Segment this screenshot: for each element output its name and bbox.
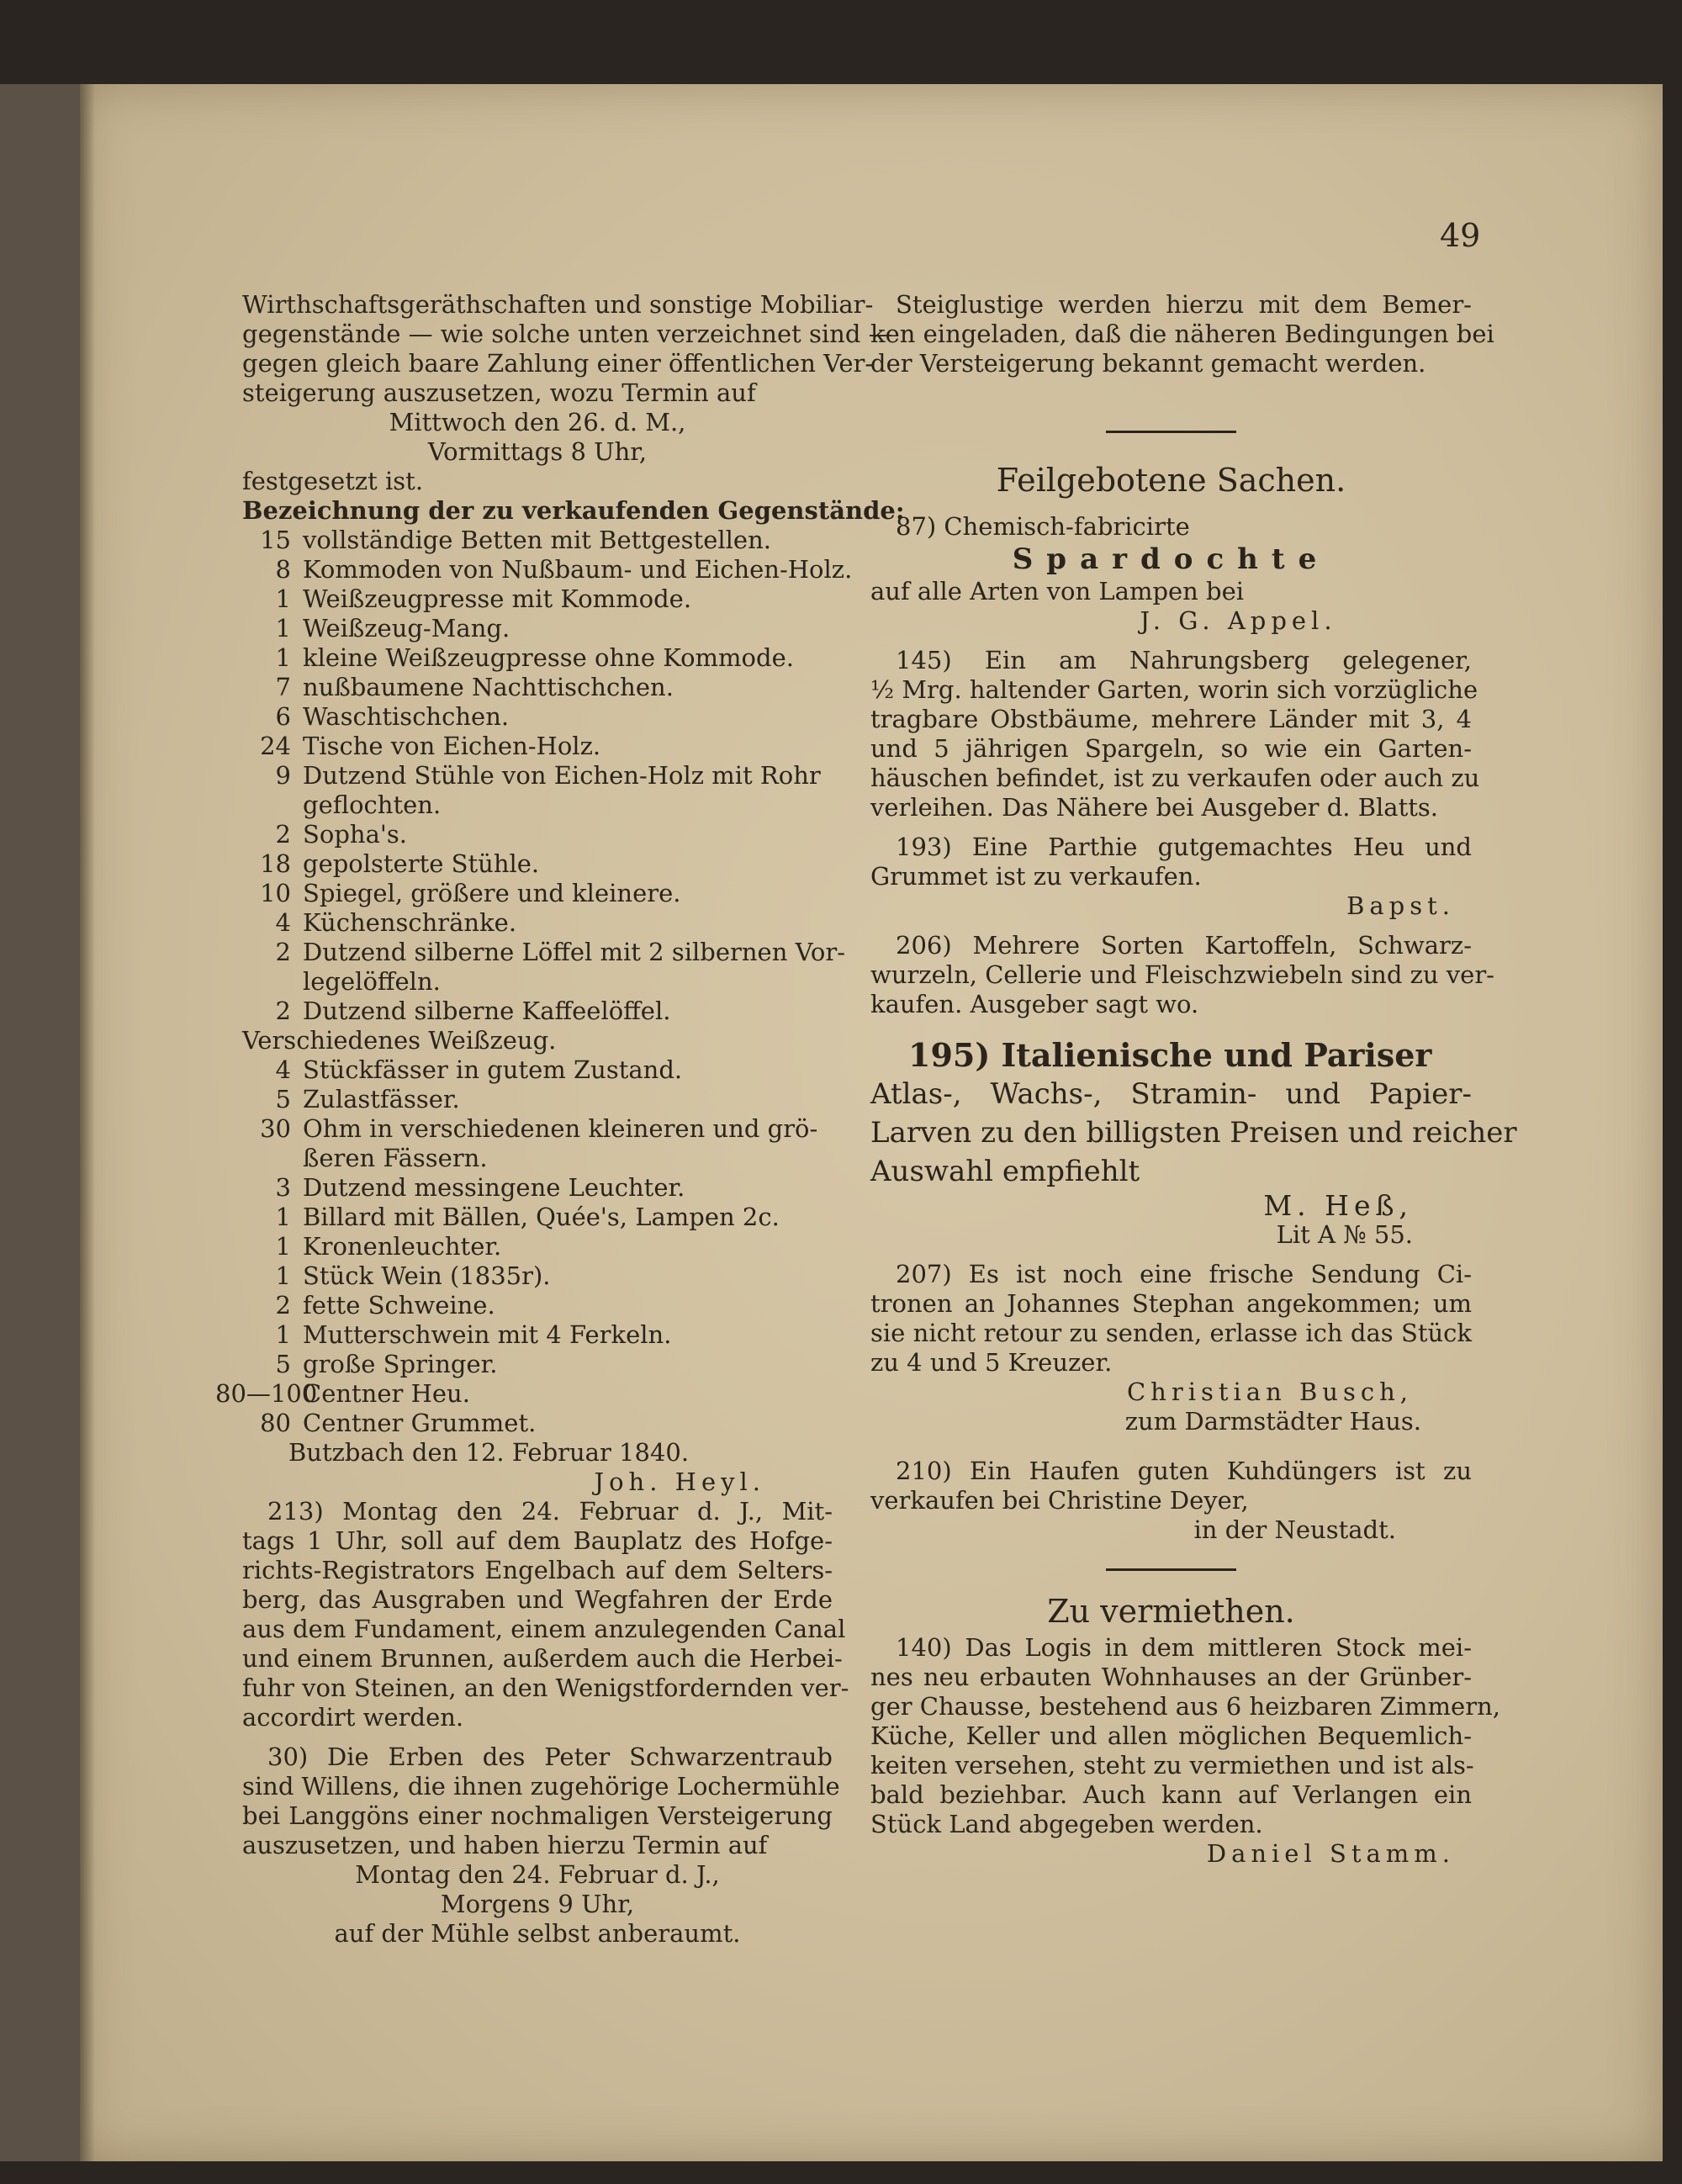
notice-210 (870, 1457, 1472, 1515)
text-line: sie nicht retour zu senden, erlasse ich das Stück (870, 1319, 1472, 1347)
item-text: Verschiedenes Weißzeug. (242, 1026, 557, 1055)
item-quantity: 5 (275, 1350, 291, 1378)
list-item (242, 761, 833, 791)
text-line: berg, das Ausgraben und Wegfahren der Erde (242, 1585, 833, 1614)
item-text: Weißzeug-Mang. (303, 614, 510, 643)
item-list (215, 526, 853, 1438)
text-line: ken eingeladen, daß die näheren Bedingungen bei (870, 320, 1494, 348)
list-item (242, 849, 833, 879)
text-line: 206) Mehrere Sorten Kartoffeln, Schwarz- (896, 931, 1472, 960)
text-line: Atlas-, Wachs-, Stramin- und Papier- (870, 1077, 1472, 1111)
text-line: 207) Es ist noch eine frische Sendung Ci- (896, 1260, 1472, 1288)
item-quantity: 1 (275, 1320, 291, 1349)
text-line: ½ Mrg. haltender Garten, worin sich vorzügliche (870, 675, 1478, 704)
item-text: Dutzend silberne Löffel mit 2 silbernen Vor- (303, 938, 846, 966)
right-column (870, 290, 1517, 1869)
items-heading: Bezeichnung der zu verkaufenden Gegenstände: (242, 496, 905, 525)
list-item (242, 1085, 833, 1114)
item-text: gepolsterte Stühle. (303, 849, 540, 878)
item-text: Waschtischchen. (303, 702, 510, 731)
notice-30-time: Morgens 9 Uhr, (440, 1890, 635, 1918)
notice-87-product: Spardochte (1012, 542, 1330, 576)
text-line: kaufen. Ausgeber sagt wo. (870, 990, 1199, 1018)
item-quantity (242, 791, 303, 820)
text-line: verkaufen bei Christine Deyer, (870, 1486, 1249, 1515)
list-item (242, 1144, 833, 1173)
item-quantity: 80—100 (215, 1379, 318, 1408)
item-quantity: 30 (260, 1114, 291, 1143)
item-quantity: 7 (275, 673, 291, 701)
item-text: nußbaumene Nachttischchen. (303, 673, 674, 701)
notice-207 (870, 1260, 1472, 1378)
text-line: Auswahl empfiehlt (870, 1155, 1140, 1188)
item-quantity: 4 (275, 908, 291, 937)
item-quantity: 1 (275, 1232, 291, 1261)
notice-140 (870, 1633, 1500, 1839)
item-text: Billard mit Bällen, Quée's, Lampen 2c. (303, 1203, 780, 1231)
facing-page-edge (0, 84, 80, 2161)
text-line: und einem Brunnen, außerdem auch die Herbei- (242, 1644, 843, 1673)
list-item (242, 1409, 833, 1438)
auction-intro (242, 290, 893, 408)
item-quantity: 1 (275, 1203, 291, 1231)
notice-87-text: auf alle Arten von Lampen bei (870, 577, 1245, 605)
text-line: 30) Die Erben des Peter Schwarzentraub (267, 1742, 833, 1771)
text-line: häuschen befindet, ist zu verkaufen oder auch zu (870, 764, 1480, 792)
list-item (242, 997, 833, 1026)
text-line: auszusetzen, und haben hierzu Termin auf (242, 1831, 768, 1859)
notice-193 (870, 833, 1472, 891)
notice-140-signature: Daniel Stamm. (1206, 1839, 1455, 1868)
item-quantity: 2 (275, 1291, 291, 1319)
text-line: Steiglustige werden hierzu mit dem Bemer- (896, 290, 1472, 319)
item-quantity: 9 (275, 761, 291, 790)
item-text: Centner Grummet. (303, 1409, 537, 1437)
list-item (242, 879, 833, 908)
text-line: 140) Das Logis in dem mittleren Stock mei- (896, 1633, 1472, 1662)
item-text: vollständige Betten mit Bettgestellen. (303, 526, 771, 554)
notice-207-signature: Christian Busch, (1126, 1378, 1413, 1406)
item-text: Kronenleuchter. (303, 1232, 502, 1261)
item-text: fette Schweine. (303, 1291, 495, 1319)
notice-195-signature: M. Heß, (1263, 1189, 1413, 1222)
list-item (215, 1379, 833, 1409)
list-item (242, 938, 846, 967)
notice-195-address: Lit A № 55. (1276, 1220, 1413, 1249)
item-quantity: 1 (275, 1261, 291, 1290)
item-quantity: 2 (275, 820, 291, 849)
section-heading-feil: Feilgebotene Sachen. (996, 462, 1346, 499)
text-line: Larven zu den billigsten Preisen und reicher (870, 1116, 1517, 1150)
list-item (242, 643, 833, 673)
item-quantity: 80 (260, 1409, 291, 1437)
left-column (215, 290, 905, 1949)
text-line: tronen an Johannes Stephan angekommen; um (870, 1289, 1472, 1318)
place-date: Butzbach den 12. Februar 1840. (288, 1438, 690, 1467)
list-item (242, 1203, 833, 1232)
text-line: verleihen. Das Nähere bei Ausgeber d. Blatts. (870, 793, 1439, 822)
auction-date: Mittwoch den 26. d. M., (389, 408, 686, 436)
list-item (242, 1055, 833, 1085)
text-line: nes neu erbauten Wohnhauses an der Grünber- (870, 1663, 1472, 1691)
list-item (242, 1291, 833, 1320)
auction-signature: Joh. Heyl. (594, 1467, 765, 1496)
text-line: steigerung auszusetzen, wozu Termin auf (242, 378, 756, 407)
item-text: Stückfässer in gutem Zustand. (303, 1055, 683, 1084)
text-line: aus dem Fundament, einem anzulegenden Canal (242, 1615, 846, 1643)
item-quantity: 10 (260, 879, 291, 907)
text-line: tags 1 Uhr, soll auf dem Bauplatz des Hofge- (242, 1526, 833, 1555)
item-quantity: 18 (260, 849, 291, 878)
notice-193-signature: Bapst. (1346, 891, 1455, 920)
notice-30-date: Montag den 24. Februar d. J., (355, 1860, 720, 1889)
list-item (242, 967, 833, 997)
item-quantity: 1 (275, 643, 291, 672)
list-item (242, 1232, 833, 1261)
list-item (242, 673, 833, 702)
text-line: tragbare Obstbäume, mehrere Länder mit 3, 4 (870, 705, 1472, 733)
auction-terms (870, 290, 1494, 378)
notice-195 (870, 1075, 1517, 1191)
list-item (242, 1320, 833, 1350)
item-quantity (242, 967, 303, 997)
text-line: bald beziehbar. Auch kann auf Verlangen ein (870, 1780, 1472, 1809)
item-quantity: 6 (275, 702, 291, 731)
text-line: keiten versehen, steht zu vermiethen und ist als- (870, 1751, 1474, 1779)
text-line: ger Chausse, bestehend aus 6 heizbaren Zimmern, (870, 1692, 1500, 1721)
item-quantity (242, 1144, 303, 1173)
text-line: wurzeln, Cellerie und Fleischzwiebeln sind zu ver- (870, 960, 1494, 989)
list-item (242, 908, 833, 938)
item-text: Stück Wein (1835r). (303, 1261, 551, 1290)
text-line: zu 4 und 5 Kreuzer. (870, 1348, 1113, 1377)
auction-fixed: festgesetzt ist. (242, 467, 424, 495)
notice-30-end: auf der Mühle selbst anberaumt. (334, 1919, 741, 1948)
text-line: Küche, Keller und allen möglichen Bequemlich- (870, 1721, 1472, 1750)
notice-206 (870, 931, 1494, 1019)
text-line: 145) Ein am Nahrungsberg gelegener, (896, 646, 1472, 674)
item-text: Spiegel, größere und kleinere. (303, 879, 681, 907)
notice-210-address: in der Neustadt. (1193, 1515, 1396, 1544)
text-line: Wirthschaftsgeräthschaften und sonstige Mobiliar- (242, 290, 874, 319)
list-item (242, 820, 833, 849)
item-quantity: 2 (275, 997, 291, 1025)
list-item (242, 614, 833, 643)
item-text: Küchenschränke. (303, 908, 517, 937)
list-item (242, 1261, 833, 1291)
text-line: gegenstände — wie solche unten verzeichnet sind — (242, 320, 893, 348)
auction-time: Vormittags 8 Uhr, (427, 437, 648, 466)
list-item (242, 555, 853, 584)
item-text: kleine Weißzeugpresse ohne Kommode. (303, 643, 794, 672)
item-text: Ohm in verschiedenen kleineren und grö- (303, 1114, 818, 1143)
text-line: 213) Montag den 24. Februar d. J., Mit- (267, 1497, 833, 1526)
item-text: große Springer. (303, 1350, 498, 1378)
list-item (242, 1026, 833, 1055)
text-line: sind Willens, die ihnen zugehörige Lochermühle (242, 1772, 840, 1801)
text-line: gegen gleich baare Zahlung einer öffentlichen Ver- (242, 349, 874, 378)
item-quantity: 24 (260, 732, 291, 760)
item-text: Mutterschwein mit 4 Ferkeln. (303, 1320, 672, 1349)
item-text: Centner Heu. (303, 1379, 470, 1408)
text-line: accordirt werden. (242, 1703, 464, 1732)
notice-213 (242, 1497, 849, 1732)
item-text: Dutzend Stühle von Eichen-Holz mit Rohr (303, 761, 821, 790)
section-divider (1106, 431, 1236, 433)
item-quantity: 1 (275, 614, 291, 643)
item-quantity: 15 (260, 526, 291, 554)
text-line: fuhr von Steinen, an den Wenigstfordernden ver- (242, 1674, 849, 1702)
item-text: Dutzend messingene Leuchter. (303, 1173, 685, 1202)
text-line: richts-Registrators Engelbach auf dem Selters- (242, 1556, 833, 1584)
item-quantity: 3 (275, 1173, 291, 1202)
list-item (242, 1114, 833, 1144)
text-line: Stück Land abgegeben werden. (870, 1810, 1263, 1838)
text-line: 193) Eine Parthie gutgemachtes Heu und (896, 833, 1472, 861)
notice-207-address: zum Darmstädter Haus. (1124, 1407, 1421, 1436)
list-item (242, 1350, 833, 1379)
item-quantity: 4 (275, 1055, 291, 1084)
notice-145 (870, 646, 1480, 822)
text-line: der Versteigerung bekannt gemacht werden. (870, 349, 1426, 378)
page-number: 49 (1440, 217, 1481, 254)
item-text: geflochten. (303, 791, 442, 819)
item-text: Weißzeugpresse mit Kommode. (303, 584, 692, 613)
notice-87-line: 87) Chemisch-fabricirte (896, 512, 1190, 541)
item-text: legelöffeln. (303, 967, 441, 996)
notice-30 (242, 1742, 840, 1860)
text-line: und 5 jährigen Spargeln, so wie ein Garten- (870, 734, 1472, 763)
item-quantity: 1 (275, 584, 291, 613)
item-text: Zulastfässer. (303, 1085, 460, 1113)
text-line: 210) Ein Haufen guten Kuhdüngers ist zu (896, 1457, 1472, 1485)
item-quantity: 2 (275, 938, 291, 966)
item-quantity: 8 (275, 555, 291, 584)
item-text: ßeren Fässern. (303, 1144, 488, 1172)
text-line: Grummet ist zu verkaufen. (870, 862, 1202, 891)
item-text: Sopha's. (303, 820, 407, 849)
list-item (242, 584, 833, 614)
list-item (242, 1173, 833, 1203)
page-gutter-shadow (80, 84, 95, 2161)
list-item (242, 702, 833, 732)
list-item (242, 791, 833, 820)
item-text: Tische von Eichen-Holz. (303, 732, 601, 760)
section-divider (1106, 1568, 1236, 1571)
notice-195-heading: 195) Italienische und Pariser (908, 1036, 1432, 1074)
item-quantity: 5 (275, 1085, 291, 1113)
item-text: Kommoden von Nußbaum- und Eichen-Holz. (303, 555, 853, 584)
item-text: Dutzend silberne Kaffeelöffel. (303, 997, 671, 1025)
list-item (242, 526, 833, 555)
section-heading-miet: Zu vermiethen. (1047, 1593, 1295, 1630)
notice-87-signature: J. G. Appel. (1140, 606, 1337, 635)
text-line: bei Langgöns einer nochmaligen Versteigerung (242, 1801, 833, 1830)
list-item (242, 732, 833, 761)
